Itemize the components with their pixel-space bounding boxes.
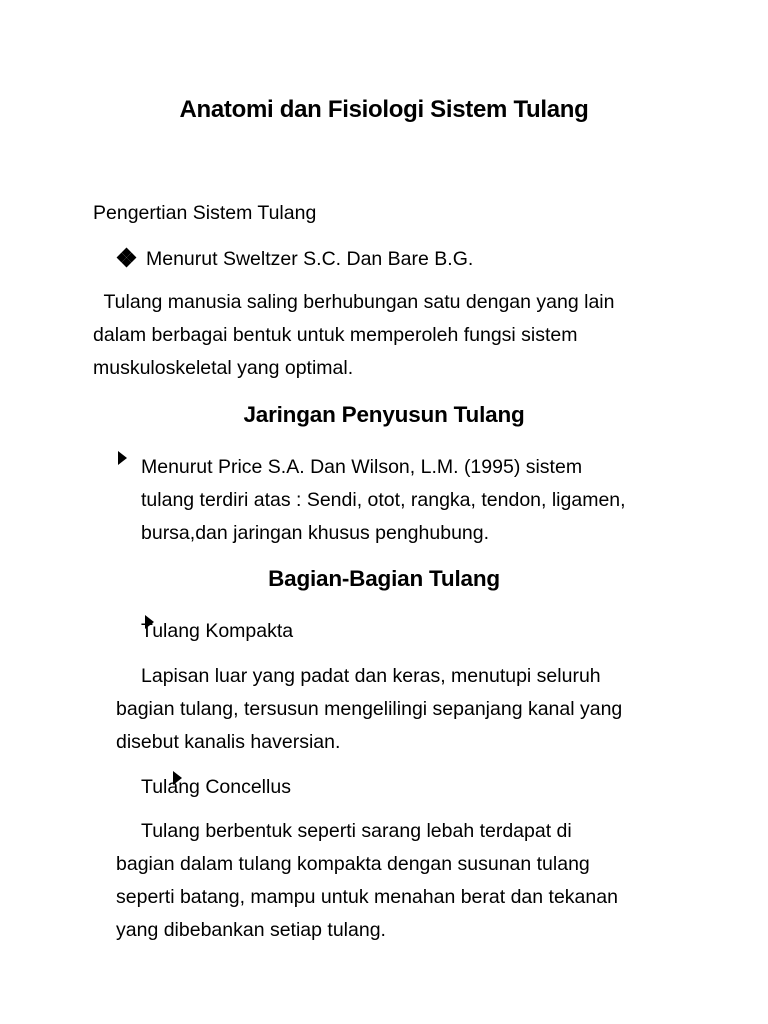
section-heading-pengertian: Pengertian Sistem Tulang — [93, 202, 317, 224]
bullet-text-line: tulang terdiri atas : Sendi, otot, rangka, tendon, ligamen, — [141, 489, 626, 511]
page-title: Anatomi dan Fisiologi Sistem Tulang — [179, 96, 589, 123]
bullet-text-kompakta: Tulang Kompakta — [141, 620, 294, 642]
paragraph-line: yang dibebankan setiap tulang. — [116, 919, 386, 941]
paragraph-line: Tulang manusia saling berhubungan satu dengan yang lain — [93, 291, 615, 313]
heading-bagian-tulang: Bagian-Bagian Tulang — [268, 566, 500, 591]
bullet-text-concellus: Tulang Concellus — [141, 776, 291, 798]
paragraph-line: bagian dalam tulang kompakta dengan susunan tulang — [116, 853, 590, 875]
bullet-text-line: Menurut Price S.A. Dan Wilson, L.M. (1995) sistem — [141, 456, 583, 478]
four-diamond-icon — [118, 249, 136, 267]
triangle-bullet-icon — [118, 451, 127, 465]
paragraph-line: disebut kanalis haversian. — [116, 731, 341, 753]
bullet-text-line: bursa,dan jaringan khusus penghubung. — [141, 522, 490, 544]
paragraph-line: Lapisan luar yang padat dan keras, menutupi seluruh — [141, 665, 601, 687]
paragraph-line: bagian tulang, tersusun mengelilingi sepanjang kanal yang — [116, 698, 623, 720]
bullet-text: Menurut Sweltzer S.C. Dan Bare B.G. — [146, 248, 474, 270]
paragraph-line: muskuloskeletal yang optimal. — [93, 357, 354, 379]
paragraph-line: Tulang berbentuk seperti sarang lebah terdapat di — [141, 820, 572, 842]
heading-jaringan-penyusun: Jaringan Penyusun Tulang — [243, 402, 525, 427]
paragraph-line: dalam berbagai bentuk untuk memperoleh fungsi sistem — [93, 324, 578, 346]
bullet-item-sweltzer — [118, 243, 473, 276]
paragraph-line: seperti batang, mampu untuk menahan berat dan tekanan — [116, 886, 618, 908]
